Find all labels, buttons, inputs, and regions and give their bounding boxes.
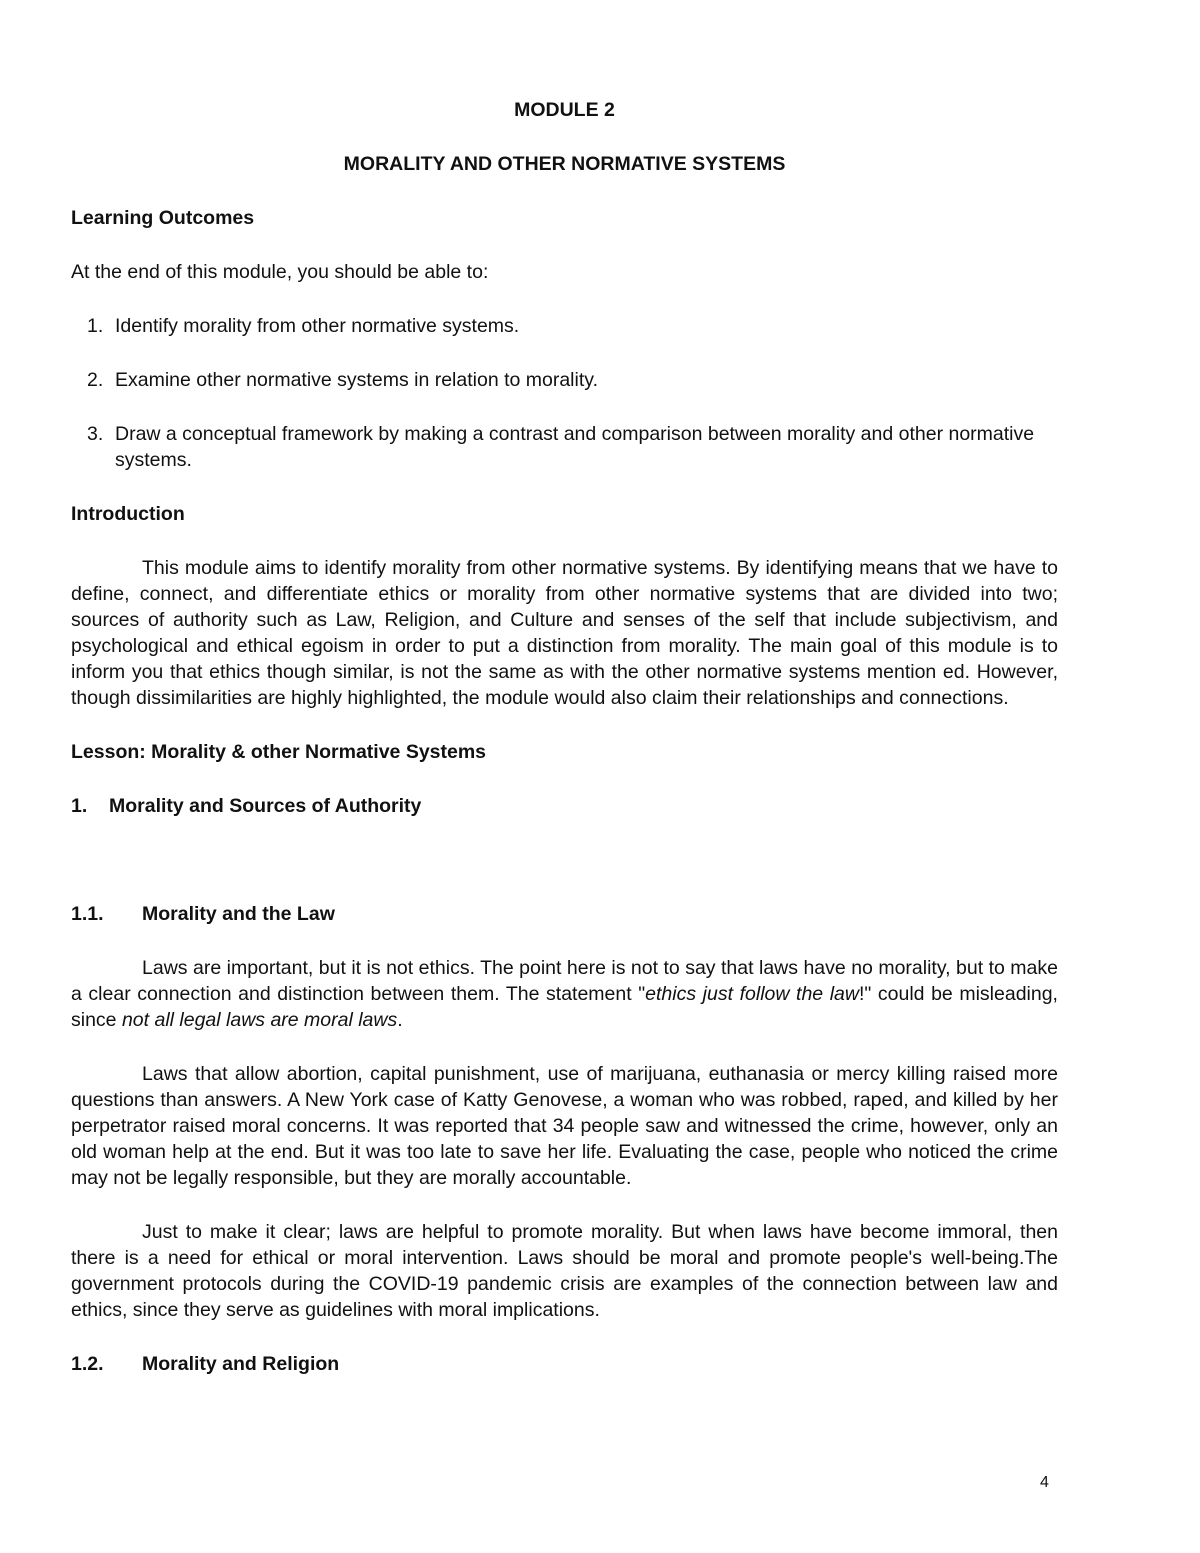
law-paragraph-1 (71, 955, 1058, 1033)
text-run: Laws are important, but it is not ethics. The point here is not to say that laws have no morality, but to make a clear connection and distinction between them. The statement " (71, 957, 1058, 1005)
section-title: Morality and Religion (142, 1353, 340, 1375)
list-item-number: 1. (87, 315, 104, 337)
blank-space (71, 847, 1058, 901)
law-paragraph-3: Just to make it clear; laws are helpful to promote morality. But when laws have become immoral, then there is a need for ethical or moral intervention. Laws should be moral and promote people's well-being.The government protocols during the COVID-19 pandemic crisis are examples of the connection between law and ethics, since they serve as guidelines with moral implications. (71, 1221, 1058, 1321)
section-heading-1-2 (71, 1351, 1058, 1377)
module-label: MODULE 2 (514, 99, 615, 121)
lesson-heading: Lesson: Morality & other Normative Systems (71, 741, 487, 763)
learning-outcomes-list (71, 313, 1058, 473)
section-title: Morality and Sources of Authority (109, 795, 422, 817)
section-heading-1-1 (71, 901, 1058, 927)
list-item (71, 421, 1058, 473)
text-run: !" could be misleading, since (71, 983, 1058, 1031)
section-number: 1. (71, 795, 88, 817)
italic-phrase: not all legal laws are moral laws (121, 1009, 398, 1031)
list-item (71, 367, 1058, 393)
section-title: Morality and the Law (142, 903, 335, 925)
law-paragraph-2: Laws that allow abortion, capital punishment, use of marijuana, euthanasia or mercy killing raised more questions than answers. A New York case of Katty Genovese, a woman who was robbed, raped, and killed by her perpetrator raised moral concerns. It was reported that 34 people saw and witnessed the crime, however, only an old woman help at the end. But it was too late to save her life. Evaluating the case, people who noticed the crime may not be legally responsible, but they are morally accountable. (71, 1063, 1058, 1189)
list-item-number: 3. (87, 423, 104, 445)
page-number: 4 (1040, 1474, 1049, 1491)
learning-outcomes-heading: Learning Outcomes (71, 207, 255, 229)
introduction-heading: Introduction (71, 503, 185, 525)
document-page (71, 97, 1058, 1405)
section-number: 1.1. (71, 903, 104, 925)
section-number: 1.2. (71, 1353, 104, 1375)
section-heading-1 (71, 793, 1058, 819)
italic-quote: ethics just follow the law (645, 983, 859, 1005)
learning-outcomes-intro: At the end of this module, you should be able to: (71, 261, 489, 283)
list-item (71, 313, 1058, 339)
text-run: . (397, 1009, 403, 1031)
list-item-text: Identify morality from other normative systems. (115, 315, 520, 337)
list-item-text: Examine other normative systems in relation to morality. (115, 369, 598, 391)
module-title: MORALITY AND OTHER NORMATIVE SYSTEMS (343, 153, 786, 175)
list-item-text: Draw a conceptual framework by making a contrast and comparison between morality and other normative systems. (115, 423, 1035, 471)
list-item-number: 2. (87, 369, 104, 391)
introduction-paragraph: This module aims to identify morality from other normative systems. By identifying means that we have to define, connect, and differentiate ethics or morality from other normative systems that are divided into two; sources of authority such as Law, Religion, and Culture and senses of the self that include subjectivism, and psychological and ethical egoism in order to put a distinction from morality. The main goal of this module is to inform you that ethics though similar, is not the same as with the other normative systems mention ed. However, though dissimilarities are highly highlighted, the module would also claim their relationships and connections. (71, 557, 1058, 709)
